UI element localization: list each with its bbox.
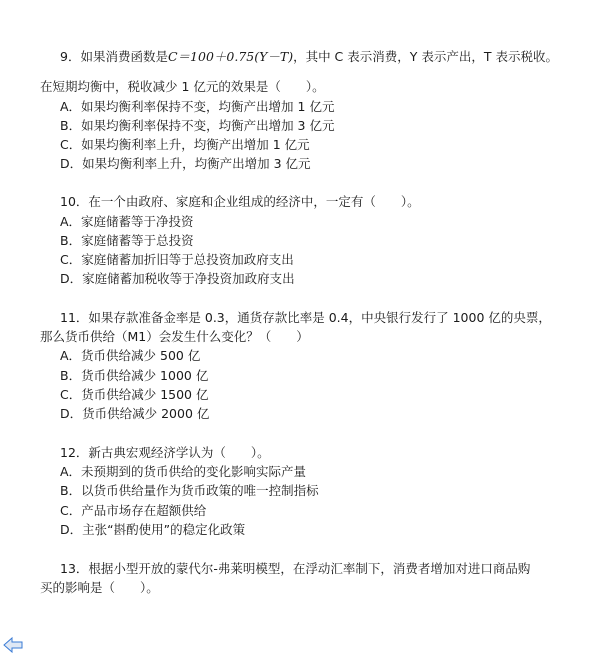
question-10-stem: 10．在一个由政府、家庭和企业组成的经济中，一定有（ ）。 xyxy=(60,194,420,209)
question-11-stem: 11．如果存款准备金率是 0.3，通货存款比率是 0.4，中央银行发行了 1000 亿的央票， xyxy=(60,310,551,325)
question-11-option-b: B．货币供给减少 1000 亿 xyxy=(60,368,209,383)
question-12-stem: 12．新古典宏观经济学认为（ ）。 xyxy=(60,445,270,460)
question-11-stem-line2: 那么货币供给（M1）会发生什么变化？（ ） xyxy=(40,329,309,344)
question-12-option-b: B．以货币供给量作为货币政策的唯一控制指标 xyxy=(60,483,319,498)
question-9-stem xyxy=(60,48,558,66)
back-arrow-icon xyxy=(2,636,24,654)
question-10-option-b: B．家庭储蓄等于总投资 xyxy=(60,233,194,248)
question-11-option-d: D．货币供给减少 2000 亿 xyxy=(60,406,210,421)
question-9-stem-line2: 在短期均衡中，税收减少 1 亿元的效果是（ ）。 xyxy=(40,79,325,94)
question-11-option-a: A．货币供给减少 500 亿 xyxy=(60,348,201,363)
question-11-option-c: C．货币供给减少 1500 亿 xyxy=(60,387,209,402)
question-9-stem-suffix: ，其中 C 表示消费，Y 表示产出，T 表示税收。 xyxy=(293,49,558,64)
question-13-stem: 13．根据小型开放的蒙代尔-弗莱明模型，在浮动汇率制下，消费者增加对进口商品购 xyxy=(60,561,531,576)
question-10-option-a: A．家庭储蓄等于净投资 xyxy=(60,214,194,229)
back-arrow-button[interactable] xyxy=(2,636,24,654)
consumption-function-formula: C＝100＋0.75(Y－T) xyxy=(167,49,294,64)
question-12-option-d: D．主张“斟酌使用”的稳定化政策 xyxy=(60,522,246,537)
question-9-option-d: D．如果均衡利率上升，均衡产出增加 3 亿元 xyxy=(60,156,311,171)
question-12-option-c: C．产品市场存在超额供给 xyxy=(60,503,207,518)
question-12-option-a: A．未预期到的货币供给的变化影响实际产量 xyxy=(60,464,307,479)
question-9-option-b: B．如果均衡利率保持不变，均衡产出增加 3 亿元 xyxy=(60,118,335,133)
question-9-stem-prefix: 9．如果消费函数是 xyxy=(60,49,168,64)
question-13-stem-line2: 买的影响是（ ）。 xyxy=(40,580,159,595)
question-9-option-c: C．如果均衡利率上升，均衡产出增加 1 亿元 xyxy=(60,137,310,152)
question-10-option-d: D．家庭储蓄加税收等于净投资加政府支出 xyxy=(60,271,295,286)
question-9-option-a: A．如果均衡利率保持不变，均衡产出增加 1 亿元 xyxy=(60,99,335,114)
question-10-option-c: C．家庭储蓄加折旧等于总投资加政府支出 xyxy=(60,252,294,267)
